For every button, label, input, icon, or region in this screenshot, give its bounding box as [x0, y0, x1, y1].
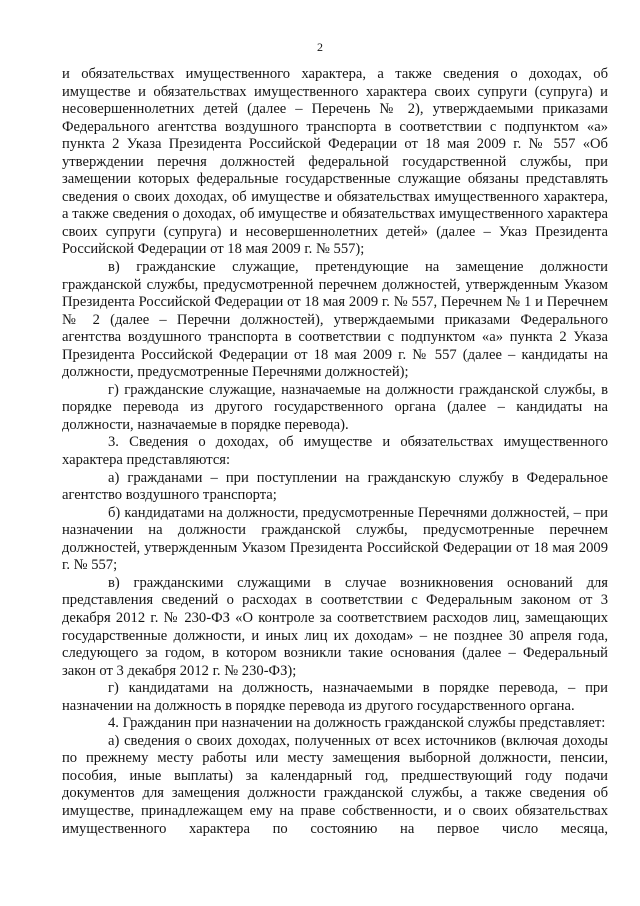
paragraph-section-4: 4. Гражданин при назначении на должность гражданской службы представляет:: [108, 715, 606, 732]
paragraph-item-g: г) гражданские служащие, назначаемые на должности гражданской службы, в порядке перевода из другого государственного органа (далее – кандидаты на должности, назначаемые в порядке перевода).: [62, 381, 608, 433]
paragraph-section-3-item-v: в) гражданскими служащими в случае возникновения оснований для представления сведений о расходах в соответствии с Федеральным законом от 3 декабря 2012 г. № 230-ФЗ «О контроле за соответствием расходов лиц, замещающих государственные должности, и иных лиц их доходам» – не позднее 30 апреля года, следующего за годом, в котором возникли такие основания (далее – Федеральный закон от 3 декабря 2012 г. № 230-ФЗ);: [62, 574, 608, 679]
paragraph-section-3-item-a: а) гражданами – при поступлении на гражданскую службу в Федеральное агентство воздушного транспорта;: [62, 469, 608, 504]
paragraph-section-3-item-b: б) кандидатами на должности, предусмотренные Перечнями должностей, – при назначении на должности гражданской службы, предусмотренные перечнем должностей, утвержденным Указом Президента Российской Федерации от 18 мая 2009 г. № 557;: [62, 504, 608, 574]
paragraph-section-3-item-g: г) кандидатами на должность, назначаемыми в порядке перевода, – при назначении на должность в порядке перевода из другого государственного органа.: [62, 680, 608, 714]
paragraph-section-3: 3. Сведения о доходах, об имуществе и обязательствах имущественного характера представляются:: [62, 434, 608, 469]
page-number: 2: [317, 40, 323, 54]
paragraph-continuation: и обязательствах имущественного характера, а также сведения о доходах, об имуществе и обязательствах имущественного характера своих супруги (супруга) и несовершеннолетних детей (далее – Перечень № 2), утверждаемыми приказами Федерального агентства воздушного транспорта в соответствии с подпунктом «а» пункта 2 Указа Президента Российской Федерации от 18 мая 2009 г. № 557 «Об утверждении перечня должностей федеральной государственной службы, при замещении которых федеральные государственные служащие обязаны представлять сведения о своих доходах, об имуществе и обязательствах имущественного характера, а также сведения о доходах, об имуществе и обязательствах имущественного характера своих супруги (супруга) и несовершеннолетних детей» (далее – Указ Президента Российской Федерации от 18 мая 2009 г. № 557);: [62, 66, 608, 258]
paragraph-section-4-item-a: а) сведения о своих доходах, полученных от всех источников (включая доходы по прежнему месту работы или месту замещения выборной должности, пенсии, пособия, иные выплаты) за календарный год, предшествующий году подачи документов для замещения должности гражданской службы, а также сведения об имуществе, принадлежащем ему на праве собственности, и о своих обязательствах имущественного характера по состоянию на первое число месяца,: [62, 732, 608, 837]
document-body: [62, 66, 608, 838]
paragraph-item-v: в) гражданские служащие, претендующие на замещение должности гражданской службы, предусмотренной перечнем должностей, утвержденным Указом Президента Российской Федерации от 18 мая 2009 г. № 557, Перечнем № 1 и Перечнем № 2 (далее – Перечни должностей), утверждаемыми приказами Федерального агентства воздушного транспорта в соответствии с подпунктом «а» пункта 2 Указа Президента Российской Федерации от 18 мая 2009 г. № 557 (далее – кандидаты на должности, предусмотренные Перечнями должностей);: [62, 259, 608, 381]
